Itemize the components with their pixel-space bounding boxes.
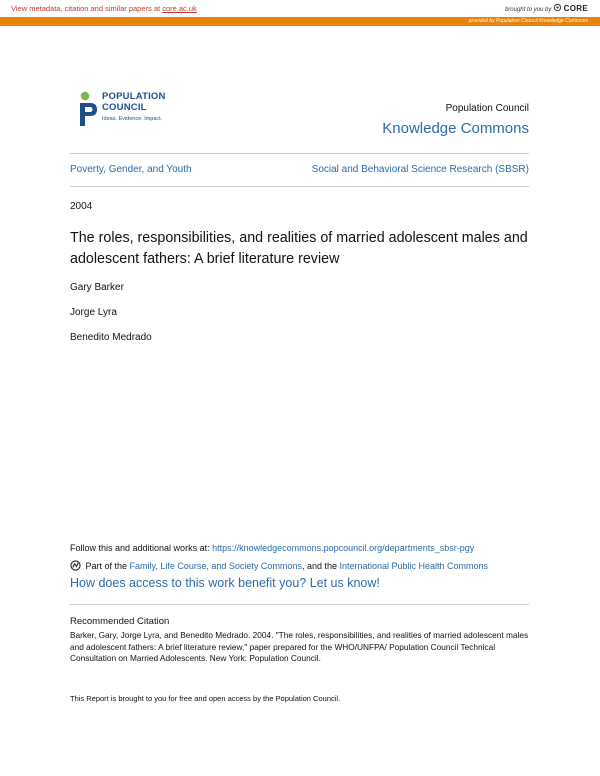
population-council-logo[interactable] [78, 91, 198, 131]
core-logo-icon [553, 3, 562, 12]
core-link-domain[interactable]: core.ac.uk [162, 4, 197, 13]
follow-url-link[interactable]: https://knowledgecommons.popcouncil.org/departments_sbsr-pgy [212, 543, 475, 553]
open-access-note: This Report is brought to you for free and open access by the Population Council. [70, 694, 341, 703]
follow-prefix: Follow this and additional works at: [70, 543, 213, 553]
logo-tagline: Ideas. Evidence. Impact. [102, 116, 163, 122]
core-brought-by: brought to you by [504, 7, 552, 13]
core-provided-by[interactable]: provided by Population Council Knowledge Commons [468, 18, 588, 24]
divider [70, 604, 529, 605]
population-council-logo-icon [78, 91, 98, 127]
document-title: The roles, responsibilities, and realities of married adolescent males and adolescent fathers: A brief literature review [70, 230, 528, 267]
divider [70, 186, 529, 187]
divider [70, 153, 529, 154]
recommended-citation-text: Barker, Gary, Jorge Lyra, and Benedito Medrado. 2004. "The roles, responsibilities, and realities of married adolescent males and adolescent fathers: A brief literature review," paper prepared for the WHO/UNFPA/ Population Council Technical Consultation on Married Adolescents. New York: Population Council. [70, 630, 529, 664]
series-link-right[interactable]: Social and Behavioral Science Research (SBSR) [311, 164, 529, 175]
core-link-prefix: View metadata, citation and similar papers at [11, 4, 163, 13]
author: Benedito Medrado [70, 332, 152, 343]
commons-network-icon [70, 560, 81, 571]
follow-line [70, 543, 474, 553]
series-link-left[interactable]: Poverty, Gender, and Youth [70, 164, 192, 175]
core-metadata-link[interactable] [11, 4, 197, 13]
part-of-middle: , and the [301, 561, 340, 571]
benefit-feedback-link[interactable]: How does access to this work benefit you? Let us know! [70, 576, 380, 590]
recommended-citation-heading: Recommended Citation [70, 616, 170, 627]
part-of-prefix: Part of the [85, 561, 130, 571]
logo-name [102, 92, 166, 113]
core-brand[interactable] [505, 3, 588, 13]
repository-name[interactable]: Knowledge Commons [382, 120, 529, 137]
core-label: CORE [563, 4, 588, 13]
logo-name-line2: COUNCIL [102, 101, 147, 113]
publication-year: 2004 [70, 201, 93, 212]
core-banner [0, 0, 600, 17]
core-provider-bar [0, 17, 600, 26]
repository-owner: Population Council [445, 103, 529, 114]
part-of-line [70, 560, 488, 571]
author: Jorge Lyra [70, 307, 117, 318]
international-public-health-commons-link[interactable]: International Public Health Commons [339, 561, 489, 571]
logo-name-line1: POPULATION [102, 91, 166, 102]
author: Gary Barker [70, 282, 124, 293]
family-life-course-commons-link[interactable]: Family, Life Course, and Society Commons [129, 561, 302, 571]
